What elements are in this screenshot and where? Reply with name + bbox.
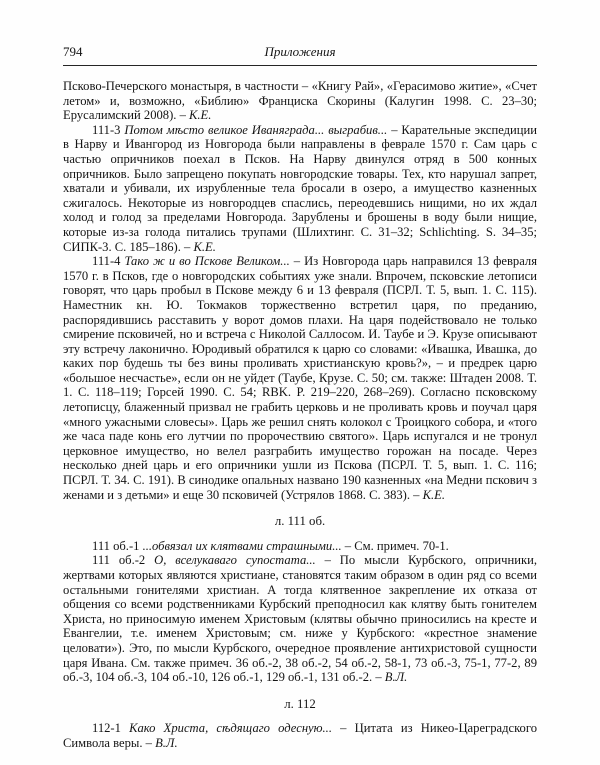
section-heading: л. 112 <box>284 696 316 711</box>
page-header <box>63 44 537 66</box>
text-run: 112-1 <box>92 721 130 736</box>
text-run: – См. примеч. 70-1. <box>341 538 449 553</box>
italic-run: К.Е. <box>193 239 216 254</box>
paragraph <box>63 254 537 502</box>
italic-run: В.Л. <box>384 670 408 685</box>
text-run: Псково-Печерского монастыря, в частности – «Книгу Рай», «Герасимово житие», «Счет летом» и, возможно, «Библию» Франциска Скорины (Калугин 1998. С. 23–30; Ерусалимский 2008). – <box>63 79 537 123</box>
text-run: – Из Новгорода царь направился 13 февраля 1570 г. в Псков, где о новгородских событиях уже знали. Впрочем, псковские летописи говорят, что царь пробыл в Пскове между 6 и 13 февраля (ПСРЛ. Т. 5, вып. 1. С. 115). Наместник кн. Ю. Токмаков торжественно встретил царя, по преданию, распорядившись расставить у ворот домов плахи. На царя подействовало не только смирение псковичей, но и встреча с Николой Саллосом. И. Таубе и Э. Крузе описывают эту встречу лаконично. Юродивый обратился к царю со словами: «Ивашка, Ивашка, до каких пор будешь ты без вины проливать христианскую кровь?», – и предрек царю «большое несчастье», если он не уйдет (Таубе, Крузе. С. 50; см. также: Штаден 2008. Т. 1. С. 118–119; Горсей 1990. С. 54; RBK. P. 219–220, 268–269). Согласно псковскому летописцу, блаженный призвал не грабить церковь и не проливать кровь и поучал царя «много ужасными словесы». Царь же решил снять колокол с Троицкого собора, и «того же часа паде конь его лутчии по пророчествию святого». Царь испугался и не тронул церковное имущество, но велел разграбить имущество горожан на посаде. Через несколько дней царь и его опричники ушли из Пскова (ПСРЛ. Т. 5, вып. 1. С. 116; ПСРЛ. Т. 34. С. 191). В синодике опальных названо 190 казненных «на Медни пскович з женами и з детьми» и еще 30 псковичей (Устрялов 1868. С. 383). – <box>63 254 537 502</box>
section-heading: л. 111 об. <box>274 514 326 529</box>
paragraph <box>63 721 537 750</box>
italic-run: Тако ж и во Пскове Великом... <box>124 254 290 269</box>
page-number: 794 <box>63 44 83 59</box>
italic-run: Потом мѣсто великое Иваняграда... выграбив... <box>124 122 388 137</box>
paragraph <box>63 539 537 554</box>
text-run: – По мысли Курбского, опричники, жертвами которых являются христиане, становятся таким образом в один ряд со всеми остальными гонителями христиан. А тогда клятвенное закрепление их отказа от общения со всеми родственниками Курбский преподносил как клятву быть гонителем Христа, но приносимую именем Христовым (клятвы обычно приносились на кресте и Евангелии, т.е. именем Христовым; см. ниже у Курбского: «крестное знамение целовати»). Это, по мысли Курбского, очередное проявление антихристовой сущности царя Ивана. См. также примеч. 36 об.-2, 38 об.-2, 54 об.-2, 58-1, 73 об.-3, 75-1, 77-2, 89 об.-3, 104 об.-3, 104 об.-10, 126 об.-1, 129 об.-1, 131 об.-2. – <box>63 553 537 685</box>
content <box>63 79 537 751</box>
italic-run: В.Л. <box>155 735 178 750</box>
text-run: 111-4 <box>92 254 125 269</box>
italic-run: Како Христа, сѣдящаго одесную... <box>129 721 332 736</box>
italic-run: ...обвязал их клятвами страшными... <box>142 538 342 553</box>
paragraph <box>63 79 537 123</box>
running-title: Приложения <box>264 44 336 59</box>
italic-run: К.Е. <box>189 108 212 123</box>
paragraph <box>63 123 537 254</box>
italic-run: О, вселукаваго супостата... <box>154 553 316 568</box>
text-run: 111-3 <box>92 122 125 137</box>
text-run: 111 об.-1 <box>92 538 143 553</box>
text-run: – Карательные экспедиции в Нарву и Ивангород из Новгорода были направлены в феврале 1570 г. Сам царь с частью опричников поехал в Псков. На Нарву двинулся отряд в 500 конных опричников. Было запрещено покупать новгородские товары. Тех, кто нарушал запрет, хватали и убивали, их изрубленные тела бросали в озеро, а имущество казненных сжигалось. Некоторые из новгородцев спаслись, переодевшись нищими, но их ждал холод и голод за пределами Новгорода. Зарублены и брошены в воду были нищие, которые из-за голода питались трупами (Шлихтинг. С. 31–32; Schlichting. S. 34–35; СИПК-3. С. 185–186). – <box>63 122 537 254</box>
italic-run: К.Е. <box>422 487 445 502</box>
paragraph <box>63 553 537 684</box>
text-run: – Цитата из Никео-Цареградского Символа веры. – <box>63 721 538 750</box>
text-run: 111 об.-2 <box>92 553 155 568</box>
